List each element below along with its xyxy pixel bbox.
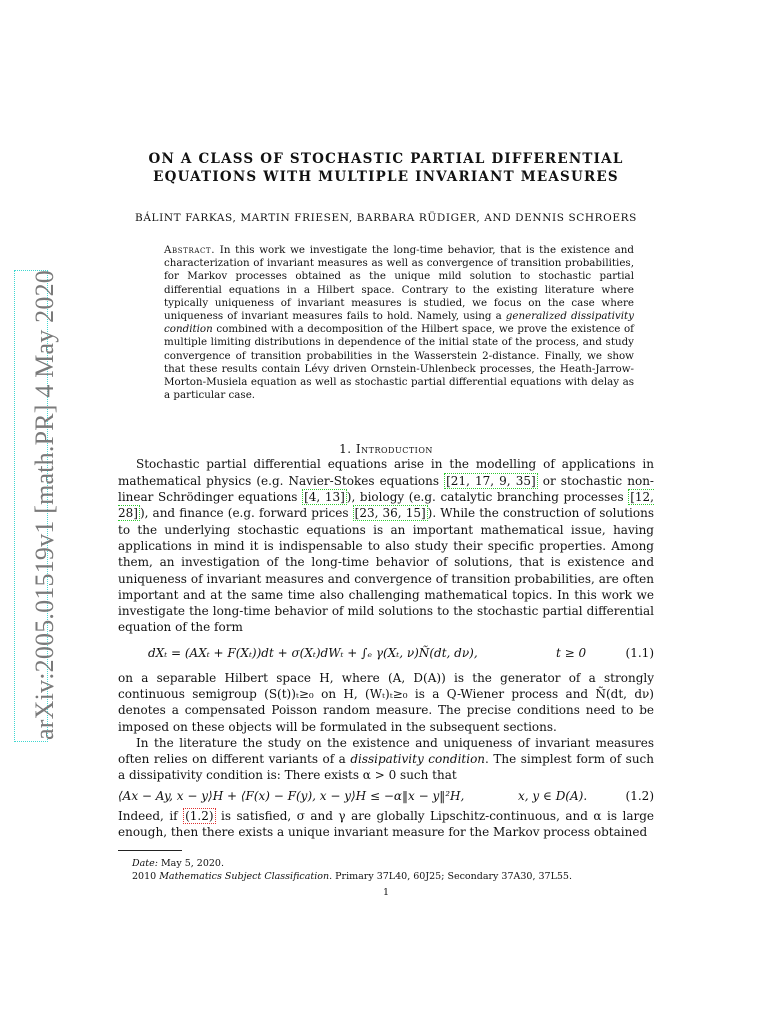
para3-text-2: . The simplest form of such a dissipativity condition is: There exists α > 0 such that: [118, 752, 654, 783]
section-number: 1.: [339, 442, 352, 457]
abstract-text-a: In this work we investigate the long-time behavior, that is the existence and characterization of invariant measures as well as convergence of transition probabilities, for Markov processes obtained as the unique mild solution to stochastic partial differential equations in a Hilbert space. Contrary to the existing literature where typically uniqueness of invariant measures is studied, we focus on the case where uniqueness of invariant measures fails to hold. Namely, using a: [164, 244, 634, 323]
footnote-msc: [132, 870, 654, 883]
equation-1-2: [118, 784, 654, 808]
abstract-emphasis: generalized dissipativity condition: [164, 310, 634, 336]
footnote-msc-label: Mathematics Subject Classification.: [159, 871, 333, 883]
footnote-msc-value: Primary 37L40, 60J25; Secondary 37A30, 37L55.: [332, 871, 572, 883]
intro-paragraph-4: [118, 808, 654, 841]
title-line-2: EQUATIONS WITH MULTIPLE INVARIANT MEASURES: [153, 169, 619, 185]
intro-paragraph-1: [118, 456, 654, 635]
footnote-date: [132, 857, 654, 870]
abstract: [164, 244, 634, 402]
footnote-msc-year: 2010: [132, 871, 160, 883]
citation-link[interactable]: [4, 13]: [304, 490, 345, 505]
para1-text-1: Stochastic partial differential equations arise in the modelling of applications in mathematical physics (e.g. Navier-Stokes equations: [118, 457, 654, 488]
equation-1-1: [118, 636, 654, 670]
equation-expression: ⟨Ax − Ay, x − y⟩H + ⟨F(x) − F(y), x − y⟩H ≤ −α‖x − y‖²H,: [118, 788, 465, 803]
equation-reference-link[interactable]: (1.2): [185, 808, 214, 823]
intro-paragraph-3: [118, 735, 654, 784]
equation-number: (1.1): [625, 645, 654, 660]
para3-text-1: In the literature the study on the existence and uniqueness of invariant measures often relies on different variants of a: [118, 735, 654, 767]
para1-text-2: or stochastic non-linear Schrödinger equations: [118, 473, 654, 505]
paper-page: [118, 150, 654, 898]
footnote-divider: [118, 850, 182, 851]
abstract-text-b: combined with a decomposition of the Hilbert space, we prove the existence of multiple limiting distributions in dependence of the initial state of the process, and study convergence of transition probabilities in the Wasserstein 2-distance. Finally, we show that these results contain Lévy driven Ornstein-Uhlenbeck processes, the Heath-Jarrow-Morton-Musiela equation as well as stochastic partial differential equations with delay as a particular case.: [164, 323, 634, 402]
para4-text-2: is satisfied, σ and γ are globally Lipschitz-continuous, and α is large enough, then there exists a unique invariant measure for the Markov process obtained: [118, 808, 654, 840]
para3-emphasis: dissipativity condition: [350, 752, 486, 767]
footnote-date-value: May 5, 2020.: [157, 858, 224, 870]
section-heading: [118, 442, 654, 456]
footnote-date-label: Date:: [132, 858, 158, 870]
arxiv-sidebar: [6, 270, 59, 750]
title-line-1: ON A CLASS OF STOCHASTIC PARTIAL DIFFERENTIAL: [148, 151, 624, 167]
para4-text-1: Indeed, if: [118, 808, 184, 823]
citation-link[interactable]: [23, 36, 15]: [354, 506, 426, 521]
equation-condition: t ≥ 0: [556, 645, 587, 660]
section-title: Introduction: [355, 442, 433, 457]
arxiv-identifier[interactable]: arXiv:2005.01519v1 [math.PR] 4 May 2020: [30, 270, 59, 740]
intro-paragraph-2: on a separable Hilbert space H, where (A, D(A)) is the generator of a strongly continuous semigroup (S(t))ₜ≥₀ on H, (Wₜ)ₜ≥₀ is a Q-Wiener process and Ñ(dt, dν) denotes a compensated Poisson random measure. The precise conditions need to be imposed on these objects will be formulated in the subsequent sections.: [118, 670, 654, 734]
abstract-label: Abstract.: [164, 244, 216, 256]
equation-number: (1.2): [625, 788, 654, 803]
para1-text-5: ). While the construction of solutions to the underlying stochastic equations is an important mathematical issue, having applications in mind it is indispensable to also study their specific properties. Among them, an investigation of the long-time behavior of solutions, that is existence and uniqueness of invariant measures and convergence of transition probabilities, are often important and at the same time also challenging mathematical topics. In this work we investigate the long-time behavior of mild solutions to the stochastic partial differential equation of the form: [118, 506, 654, 635]
citation-link[interactable]: [12, 28]: [118, 490, 654, 521]
para1-text-4: ), and finance (e.g. forward prices: [139, 506, 353, 521]
paper-title: [118, 150, 654, 186]
para1-text-3: ), biology (e.g. catalytic branching processes: [346, 490, 629, 505]
equation-condition: x, y ∈ D(A).: [518, 788, 588, 803]
author-list: BÁLINT FARKAS, MARTIN FRIESEN, BARBARA RÜDIGER, AND DENNIS SCHROERS: [135, 212, 637, 224]
citation-link[interactable]: [21, 17, 9, 35]: [446, 473, 536, 488]
page-number: 1: [382, 887, 390, 899]
equation-expression: dXₜ = (AXₜ + F(Xₜ))dt + σ(Xₜ)dWₜ + ∫ₑ γ(Xₜ, ν)Ñ(dt, dν),: [148, 645, 478, 660]
